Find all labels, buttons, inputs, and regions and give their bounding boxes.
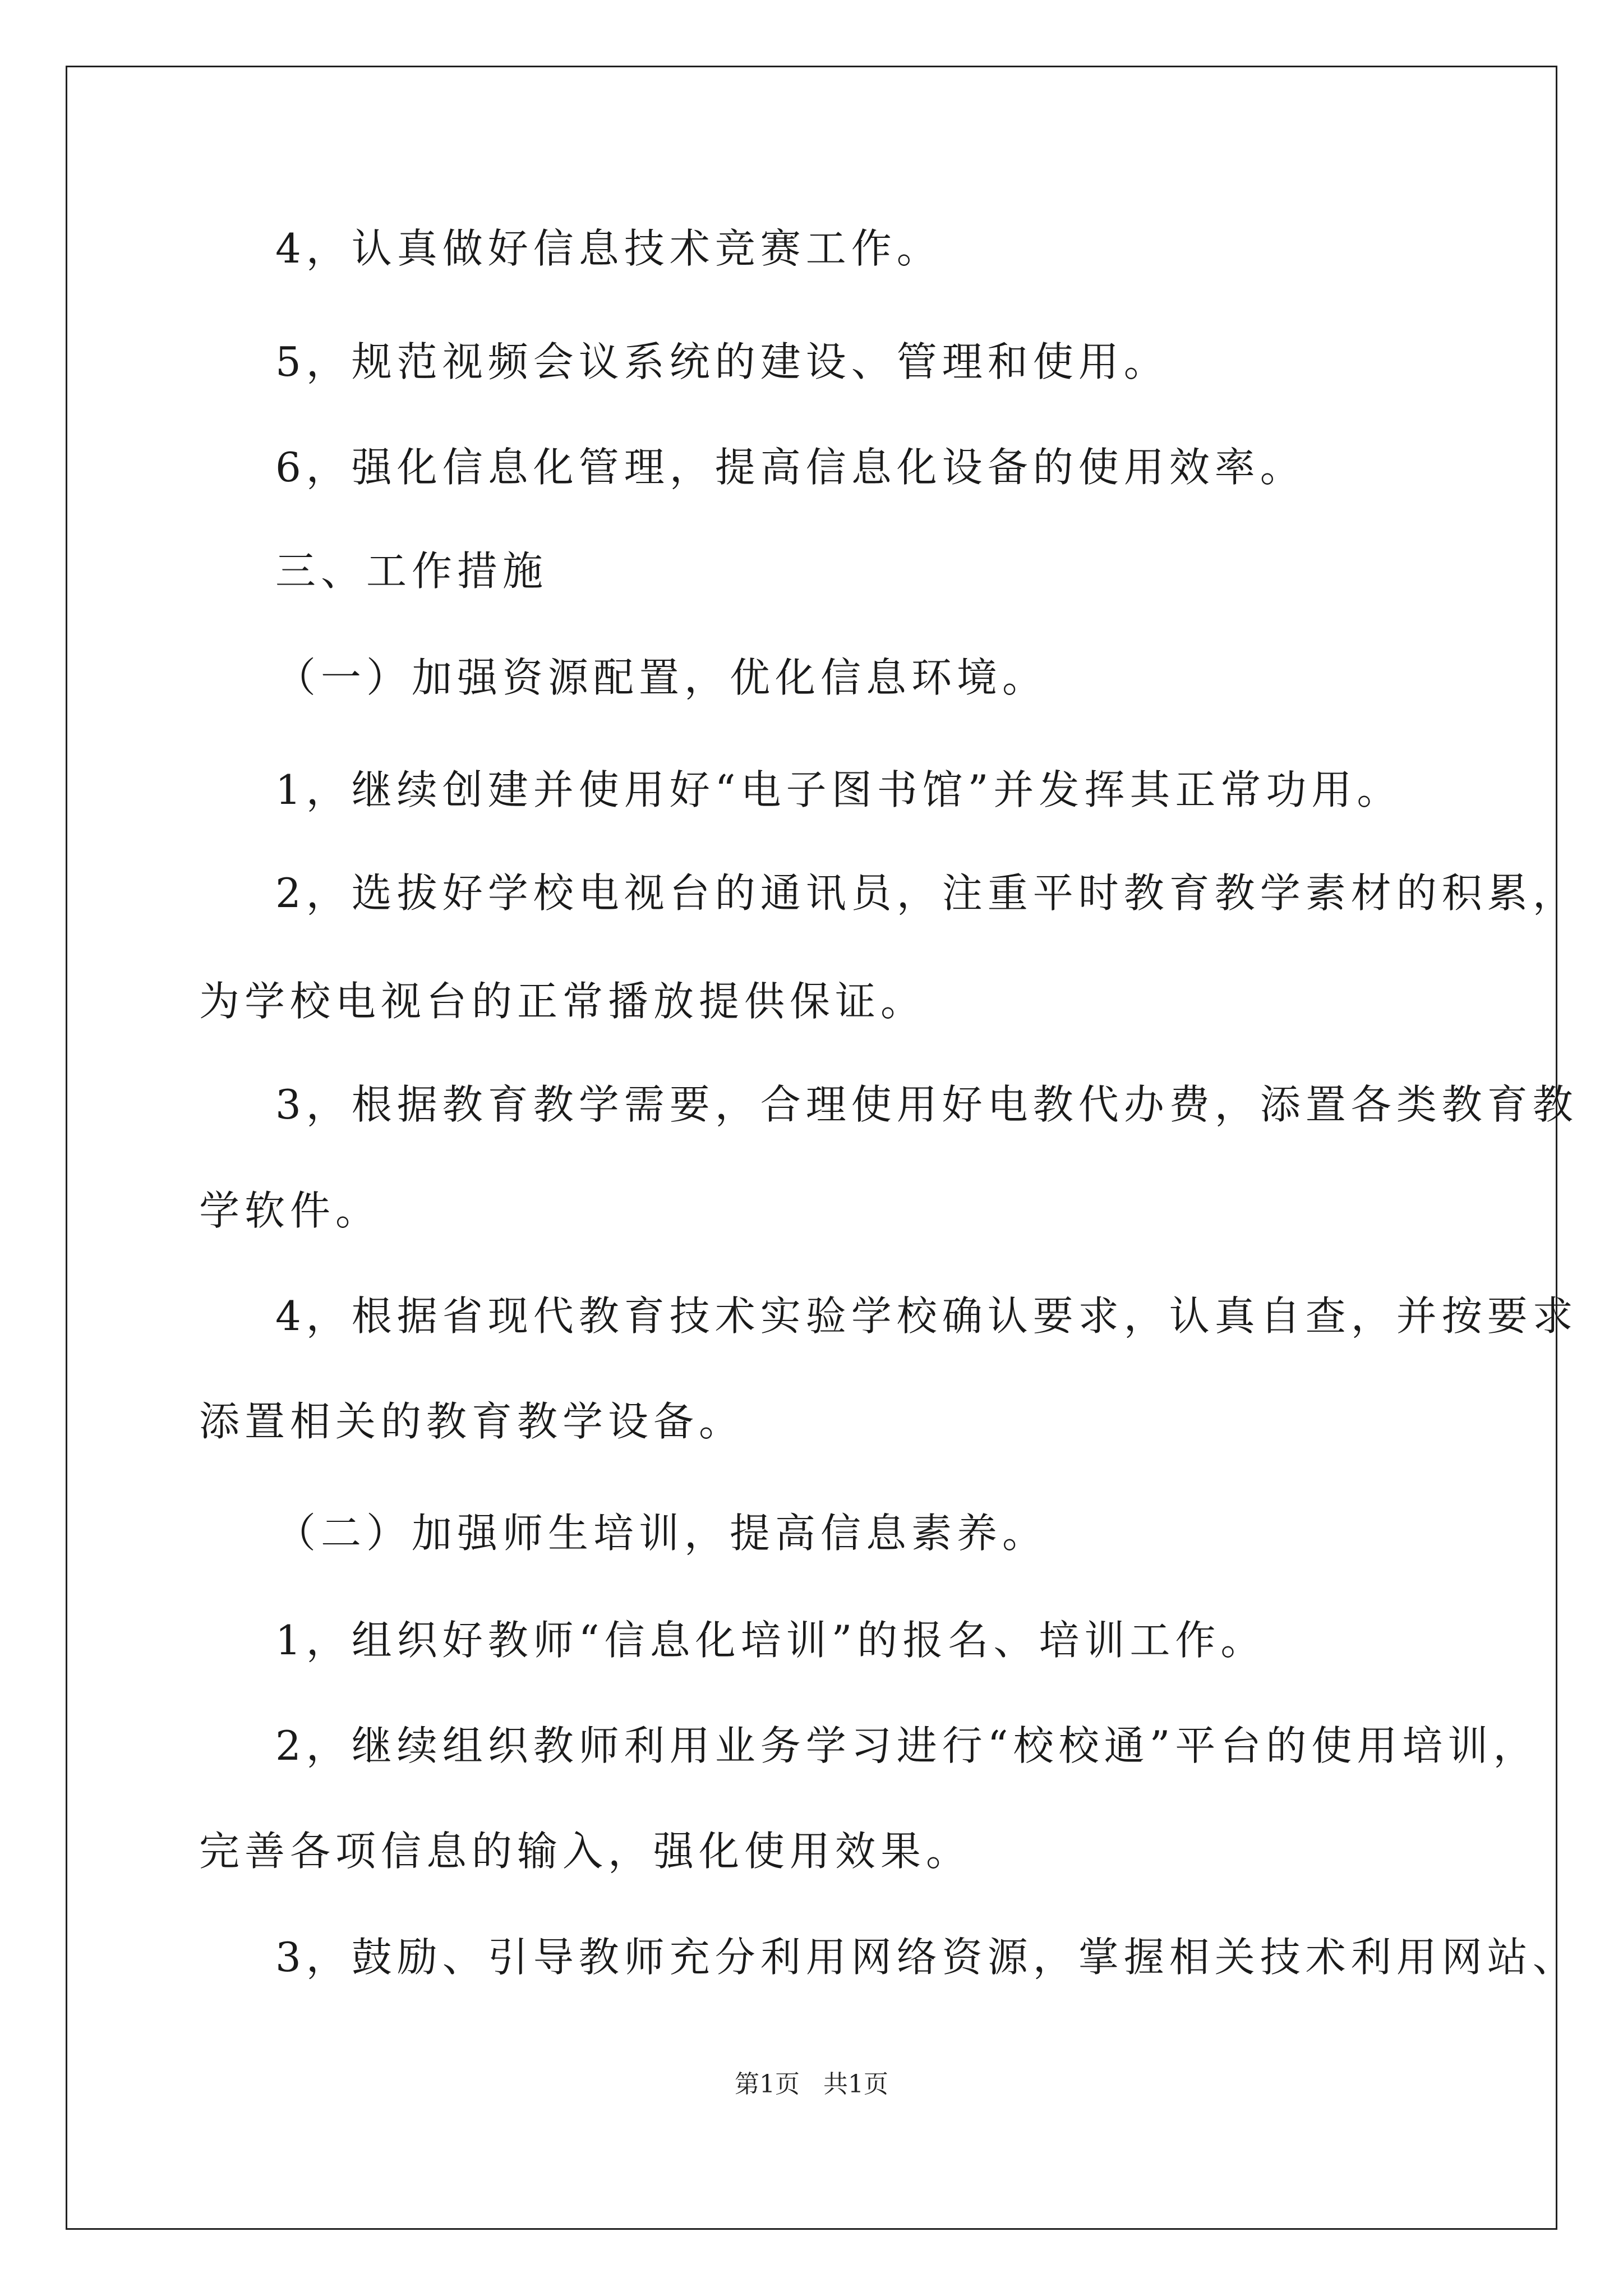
paragraph-line: 完善各项信息的输入，强化使用效果。 (199, 1828, 972, 1875)
paragraph-line: 3，根据教育教学需要，合理使用好电教代办费，添置各类教育教 (275, 1081, 1578, 1128)
paragraph-line: 1，继续创建并使用好“电子图书馆”并发挥其正常功用。 (275, 766, 1403, 813)
paragraph-line: 2，继续组织教师利用业务学习进行“校校通”平台的使用培训， (275, 1722, 1539, 1769)
paragraph-line: 4，根据省现代教育技术实验学校确认要求，认真自查，并按要求 (275, 1292, 1578, 1340)
paragraph-line: 2，选拔好学校电视台的通讯员，注重平时教育教学素材的积累， (275, 869, 1578, 917)
page-number: 第1页 (735, 2070, 800, 2099)
paragraph-line: 5，规范视频会议系统的建设、管理和使用。 (275, 338, 1169, 385)
section-heading: 三、工作措施 (275, 547, 548, 595)
page-footer (0, 2069, 1623, 2100)
paragraph-line: 添置相关的教育教学设备。 (199, 1398, 745, 1445)
paragraph-line: 3，鼓励、引导教师充分利用网络资源，掌握相关技术利用网站、 (275, 1934, 1578, 1981)
paragraph-line: 4，认真做好信息技术竞赛工作。 (275, 225, 942, 272)
page-border (66, 66, 1557, 2230)
subsection-heading: （一）加强资源配置，优化信息环境。 (275, 654, 1048, 701)
subsection-heading: （二）加强师生培训，提高信息素养。 (275, 1510, 1048, 1557)
paragraph-line: 1，组织好教师“信息化培训”的报名、培训工作。 (275, 1617, 1266, 1664)
page-total: 共1页 (823, 2070, 888, 2099)
paragraph-line: 为学校电视台的正常播放提供保证。 (199, 978, 926, 1025)
paragraph-line: 学软件。 (199, 1187, 381, 1234)
paragraph-line: 6，强化信息化管理，提高信息化设备的使用效率。 (275, 444, 1306, 491)
